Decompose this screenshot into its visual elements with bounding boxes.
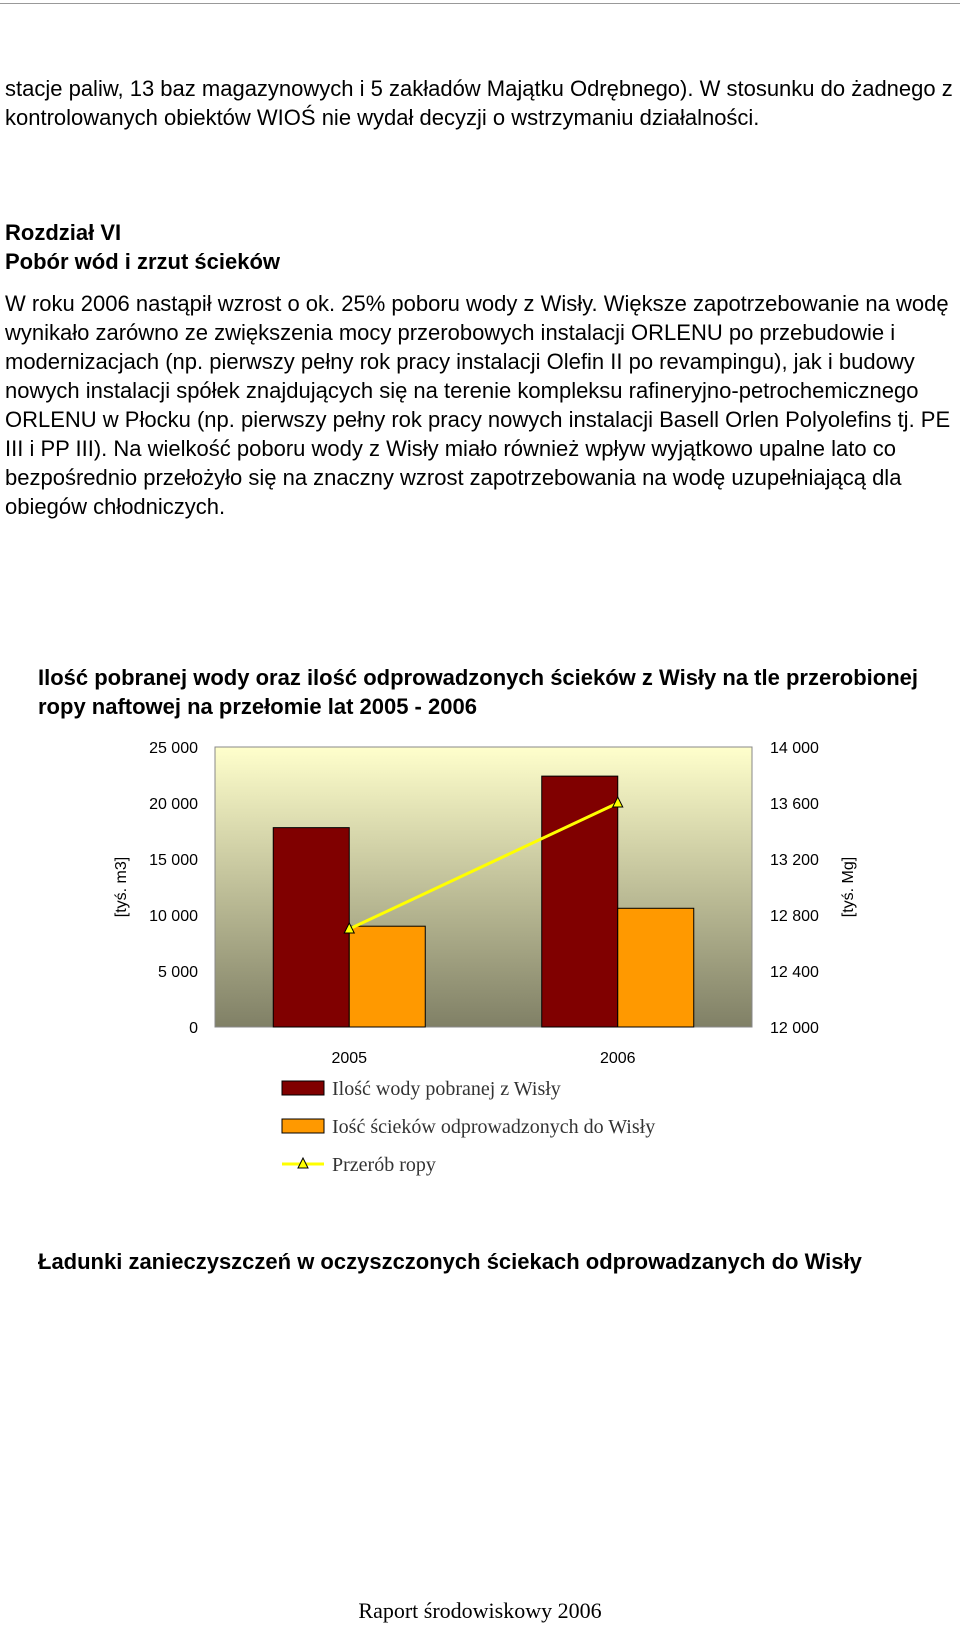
bar-sewage-2005 <box>349 926 425 1027</box>
x-tick-label: 2005 <box>331 1050 368 1067</box>
water-sewage-chart <box>0 730 960 1180</box>
bar-water-2006 <box>542 776 618 1027</box>
chart-heading: Ilość pobranej wody oraz ilość odprowadzonych ścieków z Wisły na tle przerobionej ropy naftowej na przełomie lat 2005 - 2006 <box>38 665 918 719</box>
y-tick-label-left: 10 000 <box>149 908 198 925</box>
y-tick-label-left: 5 000 <box>157 964 198 981</box>
legend-label: Iość ścieków odprowadzonych do Wisły <box>332 1116 656 1138</box>
y-axis-label-left: [tyś. m3] <box>113 856 130 918</box>
y-tick-label-right: 12 000 <box>770 1020 819 1037</box>
legend-label: Ilość wody pobranej z Wisły <box>332 1078 561 1100</box>
y-tick-label-left: 0 <box>189 1020 198 1037</box>
y-tick-label-left: 15 000 <box>149 852 198 869</box>
section-title: Pobór wód i zrzut ścieków <box>5 249 281 274</box>
x-tick-label: 2006 <box>599 1050 636 1067</box>
bar-water-2005 <box>273 828 349 1027</box>
next-section-heading: Ładunki zanieczyszczeń w oczyszczonych ściekach odprowadzanych do Wisły <box>38 1249 862 1274</box>
chapter-heading: Rozdział VI <box>5 220 122 245</box>
y-axis-label-right: [tyś. Mg] <box>840 856 857 918</box>
page-footer: Raport środowiskowy 2006 <box>358 1598 602 1623</box>
legend-label: Przerób ropy <box>332 1154 436 1176</box>
page-top-rule <box>0 3 960 4</box>
intro-paragraph: stacje paliw, 13 baz magazynowych i 5 zakładów Majątku Odrębnego). W stosunku do żadnego z kontrolowanych obiektów WIOŚ nie wydał decyzji o wstrzymaniu działalności. <box>5 76 953 130</box>
y-tick-label-right: 14 000 <box>770 740 819 757</box>
y-tick-label-left: 20 000 <box>149 796 198 813</box>
y-tick-label-right: 13 200 <box>770 852 819 869</box>
section-paragraph: W roku 2006 nastąpił wzrost o ok. 25% poboru wody z Wisły. Większe zapotrzebowanie na wodę wynikało zarówno ze zwiększenia mocy przerobowych instalacji ORLENU po przebudowie i modernizacjach (np. pierwszy pełny rok pracy instalacji Olefin II po revampingu), jak i budowy nowych instalacji spółek znajdujących się na terenie kompleksu rafineryjno-petrochemicznego ORLENU w Płocku (np. pierwszy pełny rok pracy nowych instalacji Basell Orlen Polyolefins tj. PE III i PP III). Na wielkość poboru wody z Wisły miało również wpływ wyjątkowo upalne lato co bezpośrednio przełożyło się na znaczny wzrost zapotrzebowania na wodę uzupełniającą dla obiegów chłodniczych. <box>5 291 951 519</box>
bar-sewage-2006 <box>618 908 694 1027</box>
y-tick-label-left: 25 000 <box>149 740 198 757</box>
y-tick-label-right: 13 600 <box>770 796 819 813</box>
y-tick-label-right: 12 800 <box>770 908 819 925</box>
chart-legend <box>282 1078 655 1176</box>
legend-swatch <box>282 1119 324 1133</box>
legend-swatch <box>282 1081 324 1095</box>
y-tick-label-right: 12 400 <box>770 964 819 981</box>
